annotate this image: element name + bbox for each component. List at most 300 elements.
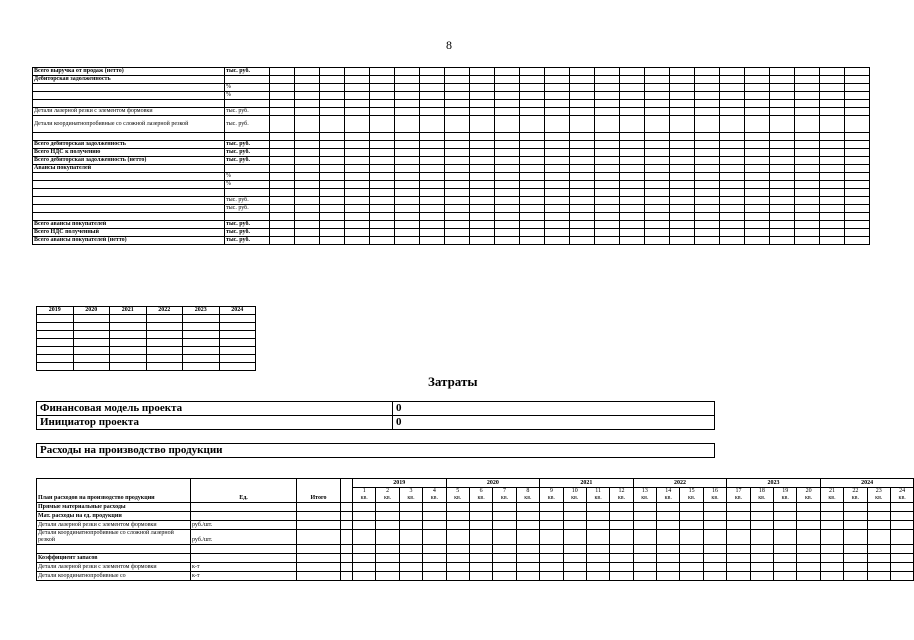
value-cell	[586, 521, 609, 530]
value-cell	[720, 141, 745, 149]
value-cell	[423, 545, 446, 554]
value-cell	[545, 197, 570, 205]
value-cell	[445, 149, 470, 157]
value-cell	[595, 76, 620, 84]
value-cell	[795, 149, 820, 157]
value-cell	[270, 197, 295, 205]
value-cell	[563, 530, 586, 545]
value-cell	[795, 165, 820, 173]
row-label: Детали лазерной резки с элементом формовки	[33, 108, 225, 116]
value-cell	[844, 503, 867, 512]
value-cell	[345, 189, 370, 197]
value-cell	[595, 237, 620, 245]
value-cell	[657, 530, 680, 545]
value-cell	[376, 572, 399, 581]
value-cell	[890, 545, 913, 554]
value-cell	[495, 133, 520, 141]
value-cell	[610, 563, 633, 572]
value-cell	[445, 116, 470, 133]
value-cell	[320, 116, 345, 133]
value-cell	[727, 563, 750, 572]
project-info-label: Финансовая модель проекта	[37, 402, 393, 416]
value-cell	[420, 68, 445, 76]
year-header: 2023	[183, 307, 220, 315]
value-cell	[620, 205, 645, 213]
plan-header-label: План расходов на производство продукции	[37, 479, 191, 503]
value-cell	[345, 197, 370, 205]
value-cell	[720, 84, 745, 92]
value-cell	[270, 68, 295, 76]
value-cell	[845, 189, 870, 197]
value-cell	[520, 229, 545, 237]
value-cell	[645, 116, 670, 133]
value-cell	[770, 116, 795, 133]
value-cell	[446, 521, 469, 530]
table-row	[37, 521, 914, 530]
value-cell	[867, 572, 890, 581]
receivables-table	[32, 67, 870, 245]
value-cell	[320, 221, 345, 229]
row-label	[33, 133, 225, 141]
table-row	[33, 173, 870, 181]
value-cell	[595, 173, 620, 181]
value-cell	[770, 181, 795, 189]
value-cell	[745, 213, 770, 221]
value-cell	[845, 205, 870, 213]
value-cell	[295, 165, 320, 173]
value-cell	[695, 221, 720, 229]
value-cell	[270, 108, 295, 116]
value-cell	[495, 92, 520, 100]
value-cell	[770, 68, 795, 76]
value-cell	[395, 205, 420, 213]
value-cell	[620, 149, 645, 157]
value-cell	[446, 545, 469, 554]
value-cell	[470, 173, 495, 181]
value-cell	[545, 108, 570, 116]
value-cell	[320, 76, 345, 84]
value-cell	[680, 563, 703, 572]
value-cell	[520, 237, 545, 245]
value-cell	[540, 554, 563, 563]
value-cell	[295, 116, 320, 133]
value-cell	[420, 100, 445, 108]
quarter-abbr: кв.	[898, 495, 906, 501]
value-cell	[820, 221, 845, 229]
value-cell	[445, 189, 470, 197]
value-cell	[845, 92, 870, 100]
value-cell	[320, 237, 345, 245]
value-cell	[570, 141, 595, 149]
value-cell	[270, 92, 295, 100]
value-cell	[645, 165, 670, 173]
quarter-number: 16	[712, 488, 719, 494]
value-cell	[270, 76, 295, 84]
value-cell	[540, 512, 563, 521]
value-cell	[470, 181, 495, 189]
row-unit: тыс. руб.	[225, 205, 270, 213]
value-cell	[469, 512, 492, 521]
quarter-abbr: кв.	[804, 495, 813, 501]
value-cell	[146, 339, 183, 347]
value-cell	[320, 173, 345, 181]
value-cell	[563, 545, 586, 554]
value-cell	[645, 149, 670, 157]
value-cell	[370, 157, 395, 165]
value-cell	[795, 84, 820, 92]
value-cell	[770, 173, 795, 181]
value-cell	[750, 521, 773, 530]
row-unit	[225, 165, 270, 173]
value-cell	[320, 157, 345, 165]
spacer-cell	[341, 554, 353, 563]
quarter-number: 5	[456, 488, 460, 494]
value-cell	[844, 521, 867, 530]
value-cell	[670, 141, 695, 149]
value-cell	[770, 149, 795, 157]
value-cell	[545, 229, 570, 237]
value-cell	[495, 221, 520, 229]
value-cell	[633, 554, 656, 563]
value-cell	[516, 521, 539, 530]
value-cell	[620, 116, 645, 133]
value-cell	[445, 165, 470, 173]
value-cell	[867, 530, 890, 545]
value-cell	[470, 213, 495, 221]
value-cell	[445, 181, 470, 189]
value-cell	[595, 213, 620, 221]
row-label: Коэффициент запасов	[37, 554, 191, 563]
value-cell	[370, 76, 395, 84]
value-cell	[470, 133, 495, 141]
value-cell	[470, 205, 495, 213]
value-cell	[720, 237, 745, 245]
value-cell	[795, 173, 820, 181]
value-cell	[770, 76, 795, 84]
value-cell	[320, 68, 345, 76]
table-row	[33, 116, 870, 133]
value-cell	[867, 512, 890, 521]
value-cell	[670, 84, 695, 92]
value-cell	[745, 100, 770, 108]
value-cell	[795, 237, 820, 245]
value-cell	[146, 315, 183, 323]
value-cell	[545, 237, 570, 245]
value-cell	[610, 572, 633, 581]
quarter-header	[353, 488, 376, 503]
value-cell	[420, 213, 445, 221]
value-cell	[420, 157, 445, 165]
quarter-abbr: кв.	[781, 495, 789, 501]
value-cell	[570, 237, 595, 245]
value-cell	[470, 221, 495, 229]
value-cell	[495, 165, 520, 173]
value-cell	[633, 512, 656, 521]
value-cell	[545, 205, 570, 213]
value-cell	[345, 157, 370, 165]
row-label	[33, 173, 225, 181]
value-cell	[420, 108, 445, 116]
value-cell	[695, 197, 720, 205]
value-cell	[469, 572, 492, 581]
row-label	[33, 189, 225, 197]
value-cell	[770, 141, 795, 149]
value-cell	[445, 100, 470, 108]
value-cell	[320, 108, 345, 116]
value-cell	[395, 197, 420, 205]
plan-year-header: 2020	[446, 479, 540, 488]
value-cell	[774, 545, 797, 554]
value-cell	[795, 76, 820, 84]
row-unit	[191, 545, 297, 554]
value-cell	[844, 554, 867, 563]
value-cell	[680, 503, 703, 512]
value-cell	[750, 572, 773, 581]
row-label: Дебиторская задолженность	[33, 76, 225, 84]
value-cell	[727, 521, 750, 530]
value-cell	[770, 237, 795, 245]
value-cell	[469, 545, 492, 554]
value-cell	[750, 503, 773, 512]
value-cell	[520, 100, 545, 108]
project-info-value: 0	[393, 416, 715, 430]
value-cell	[470, 149, 495, 157]
value-cell	[295, 237, 320, 245]
value-cell	[520, 221, 545, 229]
row-unit: тыс. руб.	[225, 221, 270, 229]
value-cell	[695, 68, 720, 76]
quarter-abbr: кв.	[828, 495, 836, 501]
quarter-abbr: кв.	[664, 495, 672, 501]
row-unit	[225, 76, 270, 84]
plan-year-header: 2021	[540, 479, 634, 488]
value-cell	[270, 116, 295, 133]
quarter-abbr: кв.	[571, 495, 579, 501]
value-cell	[795, 157, 820, 165]
quarter-header	[469, 488, 492, 503]
value-cell	[844, 512, 867, 521]
value-cell	[720, 76, 745, 84]
value-cell	[420, 205, 445, 213]
table-row	[33, 213, 870, 221]
value-cell	[493, 554, 516, 563]
value-cell	[395, 149, 420, 157]
value-cell	[586, 554, 609, 563]
table-row	[33, 100, 870, 108]
value-cell	[695, 149, 720, 157]
value-cell	[795, 197, 820, 205]
value-cell	[570, 149, 595, 157]
value-cell	[495, 84, 520, 92]
value-cell	[570, 108, 595, 116]
value-cell	[399, 554, 422, 563]
value-cell	[720, 116, 745, 133]
value-cell	[469, 563, 492, 572]
value-cell	[820, 572, 843, 581]
value-cell	[770, 205, 795, 213]
value-cell	[845, 84, 870, 92]
value-cell	[295, 157, 320, 165]
value-cell	[745, 68, 770, 76]
value-cell	[353, 503, 376, 512]
value-cell	[146, 331, 183, 339]
table-row	[37, 323, 256, 331]
value-cell	[353, 530, 376, 545]
value-cell	[399, 563, 422, 572]
value-cell	[376, 521, 399, 530]
value-cell	[703, 563, 726, 572]
value-cell	[795, 181, 820, 189]
value-cell	[595, 84, 620, 92]
quarter-header	[867, 488, 890, 503]
value-cell	[680, 512, 703, 521]
value-cell	[445, 84, 470, 92]
value-cell	[703, 530, 726, 545]
value-cell	[633, 530, 656, 545]
spacer-cell	[341, 479, 353, 503]
quarter-abbr: кв.	[407, 495, 415, 501]
quarter-abbr: кв.	[851, 495, 860, 501]
value-cell	[774, 572, 797, 581]
table-row	[33, 181, 870, 189]
quarter-header	[657, 488, 680, 503]
value-cell	[620, 141, 645, 149]
row-unit: тыс. руб.	[225, 229, 270, 237]
quarter-number: 10	[571, 488, 578, 494]
quarter-number: 24	[899, 488, 906, 494]
value-cell	[545, 92, 570, 100]
value-cell	[595, 221, 620, 229]
value-cell	[745, 141, 770, 149]
row-label: Всего НДС полученный	[33, 229, 225, 237]
value-cell	[516, 554, 539, 563]
year-header: 2020	[73, 307, 110, 315]
value-cell	[820, 563, 843, 572]
value-cell	[420, 173, 445, 181]
value-cell	[774, 563, 797, 572]
value-cell	[495, 229, 520, 237]
quarter-header	[797, 488, 820, 503]
value-cell	[395, 157, 420, 165]
quarter-number: 14	[665, 488, 672, 494]
value-cell	[670, 181, 695, 189]
quarter-header	[446, 488, 469, 503]
value-cell	[493, 572, 516, 581]
table-row	[37, 572, 914, 581]
value-cell	[820, 141, 845, 149]
spacer-cell	[341, 503, 353, 512]
total-cell	[297, 572, 341, 581]
value-cell	[376, 512, 399, 521]
value-cell	[376, 554, 399, 563]
quarter-number: 1	[362, 488, 366, 494]
value-cell	[370, 68, 395, 76]
value-cell	[657, 572, 680, 581]
year-header-row	[37, 307, 256, 315]
value-cell	[695, 141, 720, 149]
value-cell	[770, 221, 795, 229]
value-cell	[370, 133, 395, 141]
value-cell	[470, 157, 495, 165]
value-cell	[376, 530, 399, 545]
value-cell	[645, 237, 670, 245]
value-cell	[516, 530, 539, 545]
value-cell	[795, 221, 820, 229]
value-cell	[620, 157, 645, 165]
table-row	[33, 221, 870, 229]
value-cell	[423, 554, 446, 563]
value-cell	[395, 229, 420, 237]
value-cell	[570, 189, 595, 197]
value-cell	[270, 181, 295, 189]
value-cell	[670, 189, 695, 197]
value-cell	[219, 347, 256, 355]
quarter-abbr: кв.	[360, 495, 368, 501]
value-cell	[845, 108, 870, 116]
value-cell	[295, 197, 320, 205]
value-cell	[469, 530, 492, 545]
value-cell	[820, 76, 845, 84]
value-cell	[820, 197, 845, 205]
value-cell	[420, 229, 445, 237]
year-header: 2022	[146, 307, 183, 315]
value-cell	[345, 165, 370, 173]
value-cell	[420, 116, 445, 133]
value-cell	[270, 149, 295, 157]
value-cell	[470, 100, 495, 108]
value-cell	[727, 572, 750, 581]
value-cell	[570, 133, 595, 141]
value-cell	[727, 530, 750, 545]
value-cell	[370, 92, 395, 100]
value-cell	[657, 503, 680, 512]
value-cell	[820, 100, 845, 108]
value-cell	[620, 173, 645, 181]
value-cell	[845, 68, 870, 76]
value-cell	[745, 197, 770, 205]
value-cell	[570, 76, 595, 84]
value-cell	[493, 563, 516, 572]
value-cell	[720, 213, 745, 221]
value-cell	[320, 100, 345, 108]
value-cell	[720, 181, 745, 189]
value-cell	[657, 563, 680, 572]
value-cell	[110, 315, 147, 323]
value-cell	[867, 554, 890, 563]
value-cell	[703, 503, 726, 512]
value-cell	[720, 149, 745, 157]
value-cell	[470, 68, 495, 76]
value-cell	[545, 84, 570, 92]
value-cell	[670, 173, 695, 181]
value-cell	[820, 237, 845, 245]
value-cell	[727, 545, 750, 554]
value-cell	[797, 563, 820, 572]
value-cell	[820, 229, 845, 237]
row-label: Всего авансы покупателей	[33, 221, 225, 229]
value-cell	[445, 108, 470, 116]
value-cell	[470, 237, 495, 245]
value-cell	[345, 221, 370, 229]
row-unit	[191, 554, 297, 563]
value-cell	[720, 221, 745, 229]
value-cell	[73, 347, 110, 355]
row-label: Авансы покупателей	[33, 165, 225, 173]
value-cell	[183, 339, 220, 347]
value-cell	[795, 108, 820, 116]
value-cell	[695, 205, 720, 213]
value-cell	[595, 133, 620, 141]
